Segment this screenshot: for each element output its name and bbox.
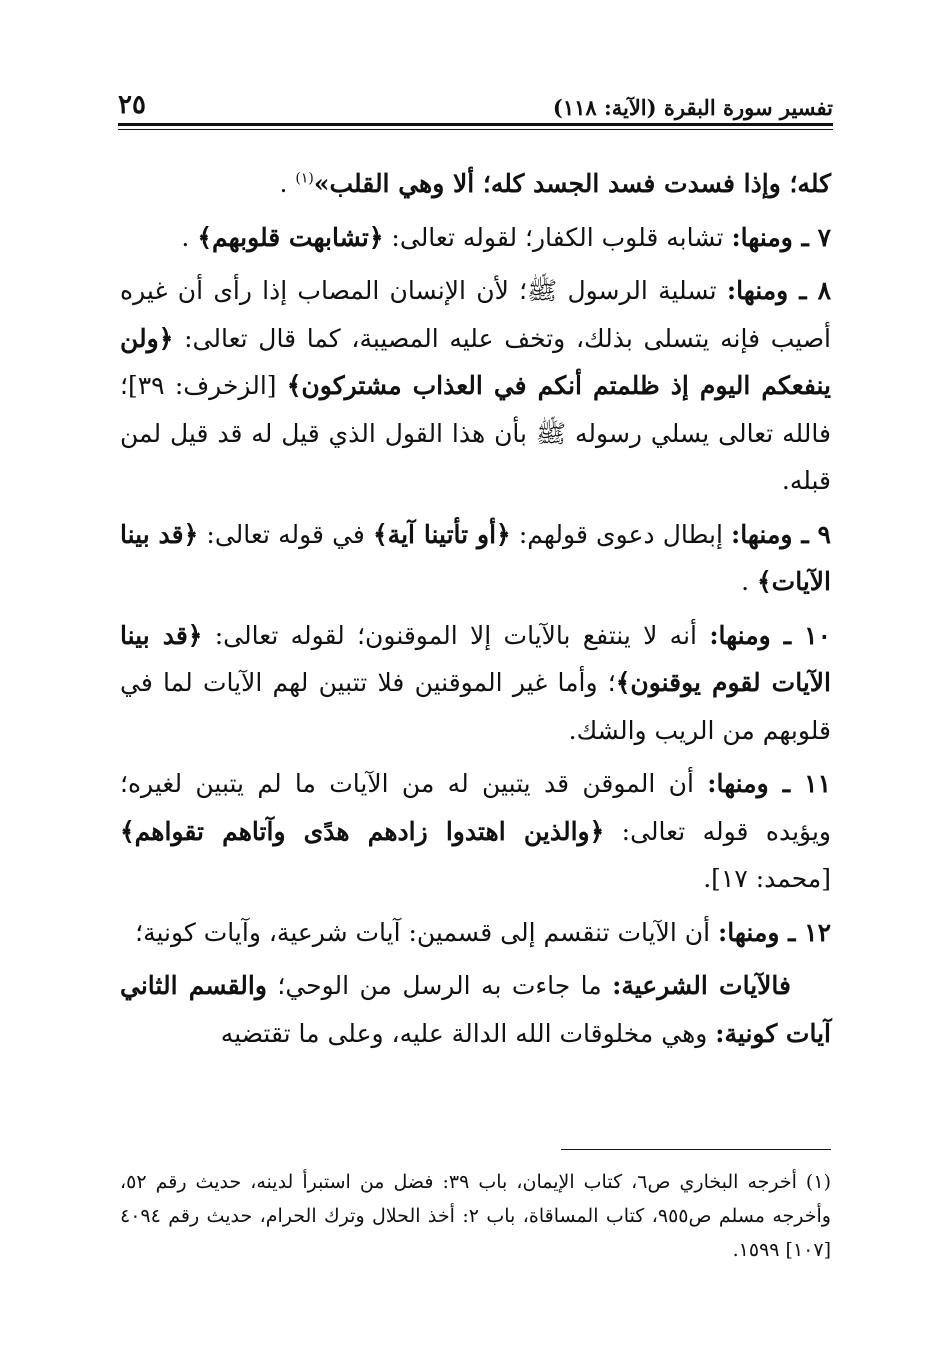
text-end: . — [279, 169, 296, 198]
quran-quote: ﴿قد بينا الآيات لقوم يوقنون﴾ — [120, 620, 831, 697]
footnote-separator — [561, 1149, 831, 1150]
hadith-ending: كله؛ وإذا فسدت فسد الجسد كله؛ ألا وهي القلب» — [313, 169, 831, 198]
text-end: . — [741, 567, 758, 596]
shari-signs-text: ما جاءت به الرسل من الوحي؛ — [266, 971, 613, 1000]
benefit-text-cont: ؛ وأما غير الموقنين فلا تتبين لهم الآيات لما في قلوبهم من الريب والشك. — [120, 668, 831, 745]
quran-quote: ﴿والذين اهتدوا زادهم هدًى وآتاهم تقواهم﴾ — [120, 816, 605, 846]
benefit-8 — [120, 267, 831, 505]
running-header — [118, 88, 833, 120]
text-end: . — [181, 222, 198, 252]
benefit-lead: ٩ ـ ومنها: — [731, 519, 831, 549]
benefit-text: تشابه قلوب الكفار؛ لقوله تعالى: — [383, 222, 732, 252]
benefit-lead: ١٠ ـ ومنها: — [709, 620, 832, 650]
quran-quote: ﴿تشابهت قلوبهم﴾ — [197, 222, 384, 252]
quran-quote: ﴿أو تأتينا آية﴾ — [373, 519, 511, 549]
text-end: . — [703, 864, 712, 893]
paragraph-continuation — [120, 160, 831, 208]
benefit-11 — [120, 760, 831, 903]
header-rule-thick — [118, 123, 833, 126]
main-text — [120, 160, 831, 1063]
benefit-text: أنه لا ينتفع بالآيات إلا الموقنون؛ لقوله تعالى: — [202, 620, 710, 650]
running-title: تفسير سورة البقرة (الآية: ١١٨) — [552, 95, 833, 120]
benefit-lead: ١٢ ـ ومنها: — [718, 917, 831, 947]
benefit-text: أن الموقن قد يتبين له من الآيات ما لم يتبين لغيره؛ ويؤيده قوله تعالى: — [120, 769, 831, 846]
benefit-text-cont: ؛ فالله تعالى يسلي رسوله ﷺ بأن هذا القول الذي قيل له قد قيل لمن قبله. — [120, 371, 831, 495]
shari-signs-term: فالآيات الشرعية: — [612, 971, 791, 1000]
footnote-1: (١) أخرجه البخاري ص٦، كتاب الإيمان، باب ٣٩: فضل من استبرأ لدينه، حديث رقم ٥٢، وأخرجه مسلم ص٩٥٥، كتاب المساقاة، باب ٢: أخذ الحلال وترك الحرام، حديث رقم ٤٠٩٤ [١٠٧] ١٥٩٩. — [120, 1171, 831, 1261]
kawni-signs-text: وهي مخلوقات الله الدالة عليه، وعلى ما تقتضيه — [220, 1018, 716, 1048]
benefit-9 — [120, 511, 831, 606]
quran-quote: ﴿ولن ينفعكم اليوم إذ ظلمتم أنكم في العذاب مشتركون﴾ — [120, 323, 832, 400]
benefit-text: تسلية الرسول ﷺ؛ لأن الإنسان المصاب إذا رأى أن غيره أصيب فإنه يتسلى بذلك، وتخف عليه المصيبة، كما قال تعالى: — [120, 276, 832, 353]
benefit-12 — [120, 909, 831, 957]
kawni-signs-term: والقسم الثاني آيات كونية: — [120, 971, 831, 1048]
benefit-lead: ١١ ـ ومنها: — [707, 769, 832, 798]
quran-reference: [محمد: ١٧] — [711, 864, 831, 893]
quran-reference: [الزخرف: ٣٩] — [127, 371, 287, 400]
quran-quote-2: ﴿قد بينا الآيات﴾ — [120, 519, 831, 596]
benefit-lead: ٨ ـ ومنها: — [726, 276, 831, 305]
benefit-10 — [120, 612, 831, 755]
benefit-lead: ٧ ـ ومنها: — [731, 222, 831, 252]
page-number: ٢٥ — [118, 90, 146, 120]
benefit-text: أن الآيات تنقسم إلى قسمين: آيات شرعية، وآيات كونية؛ — [135, 917, 719, 947]
header-rule-thin — [118, 129, 833, 130]
benefit-text: إبطال دعوى قولهم: — [510, 519, 732, 549]
benefit-text-cont: في قوله تعالى: — [198, 519, 374, 549]
benefit-7 — [120, 214, 831, 262]
signs-explanation — [120, 962, 831, 1057]
footnote-marker: (١) — [295, 170, 314, 187]
